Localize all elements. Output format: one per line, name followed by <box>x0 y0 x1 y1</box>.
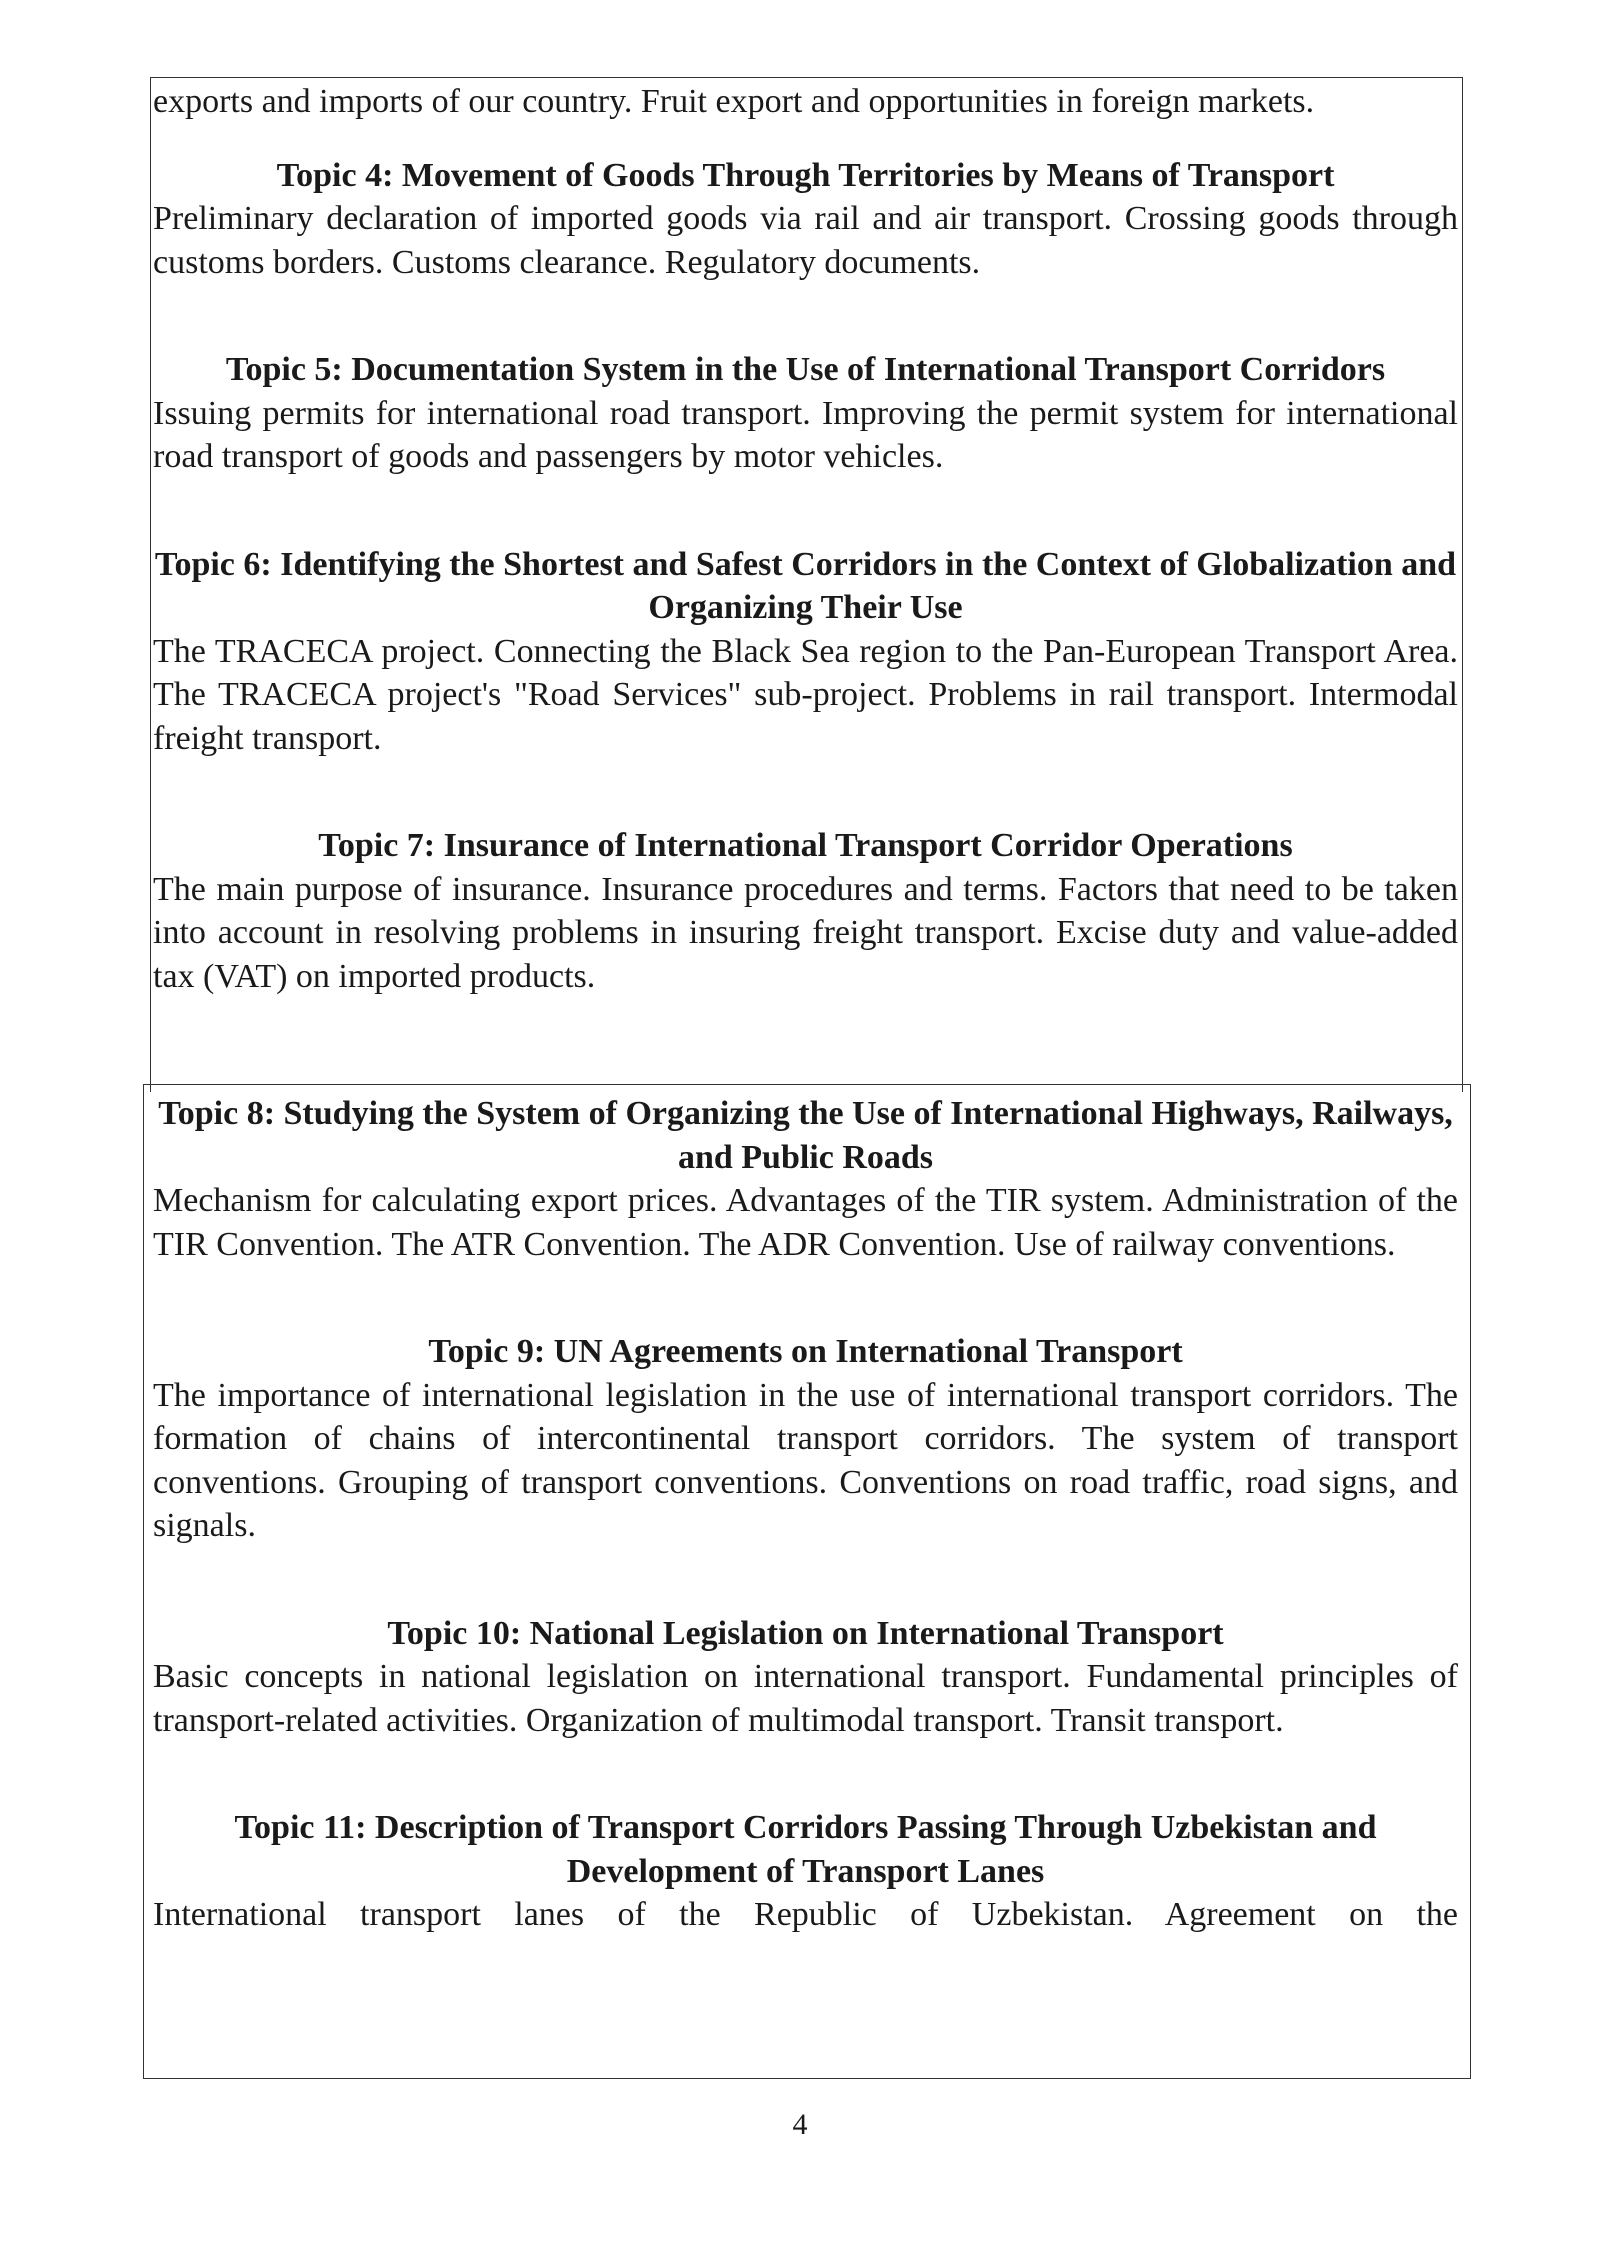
section-lower <box>153 1092 1458 1937</box>
topic-11-body: International transport lanes of the Republic of Uzbekistan. Agreement on the <box>153 1896 1458 1933</box>
topic-10-title: Topic 10: National Legislation on International Transport <box>387 1614 1224 1652</box>
topic-6-title: Topic 6: Identifying the Shortest and Safest Corridors in the Context of Globalization and Organizing Their Use <box>154 545 1457 626</box>
page-number: 4 <box>792 2108 808 2141</box>
topic-7-body: The main purpose of insurance. Insurance procedures and terms. Factors that need to be taken into account in resolving problems in insuring freight transport. Excise duty and value-added tax (VAT) on imported products. <box>153 870 1458 995</box>
topic-8-title: Topic 8: Studying the System of Organizing the Use of International Highways, Railways, and Public Roads <box>158 1095 1453 1176</box>
intro-text: exports and imports of our country. Fruit export and opportunities in foreign markets. <box>153 83 1315 120</box>
topic-4-title: Topic 4: Movement of Goods Through Territories by Means of Transport <box>276 156 1335 194</box>
topic-7-title: Topic 7: Insurance of International Transport Corridor Operations <box>318 827 1293 864</box>
topic-5-body: Issuing permits for international road transport. Improving the permit system for international road transport of goods and passengers by motor vehicles. <box>153 394 1458 475</box>
section-upper <box>153 80 1458 998</box>
topic-9-body: The importance of international legislation in the use of international transport corridors. The formation of chains of intercontinental transport corridors. The system of transport conventions. Grouping of transport conventions. Conventions on road traffic, road signs, and signals. <box>153 1376 1458 1544</box>
topic-5-title: Topic 5: Documentation System in the Use of International Transport Corridors <box>225 351 1386 388</box>
topic-8-body: Mechanism for calculating export prices. Advantages of the TIR system. Administration of the TIR Convention. The ATR Convention. The ADR Convention. Use of railway conventions. <box>153 1182 1458 1263</box>
topic-6-body: The TRACECA project. Connecting the Black Sea region to the Pan-European Transport Area. The TRACECA project's "Road Services" sub-project. Problems in rail transport. Intermodal freight transport. <box>153 632 1458 757</box>
topic-9-title: Topic 9: UN Agreements on International Transport <box>428 1333 1183 1370</box>
topic-4-body: Preliminary declaration of imported goods via rail and air transport. Crossing goods through customs borders. Customs clearance. Regulatory documents. <box>153 200 1458 281</box>
topic-11-title: Topic 11: Description of Transport Corridors Passing Through Uzbekistan and Development of Transport Lanes <box>234 1809 1377 1890</box>
topic-10-body: Basic concepts in national legislation on international transport. Fundamental principles of transport-related activities. Organization of multimodal transport. Transit transport. <box>153 1658 1458 1739</box>
